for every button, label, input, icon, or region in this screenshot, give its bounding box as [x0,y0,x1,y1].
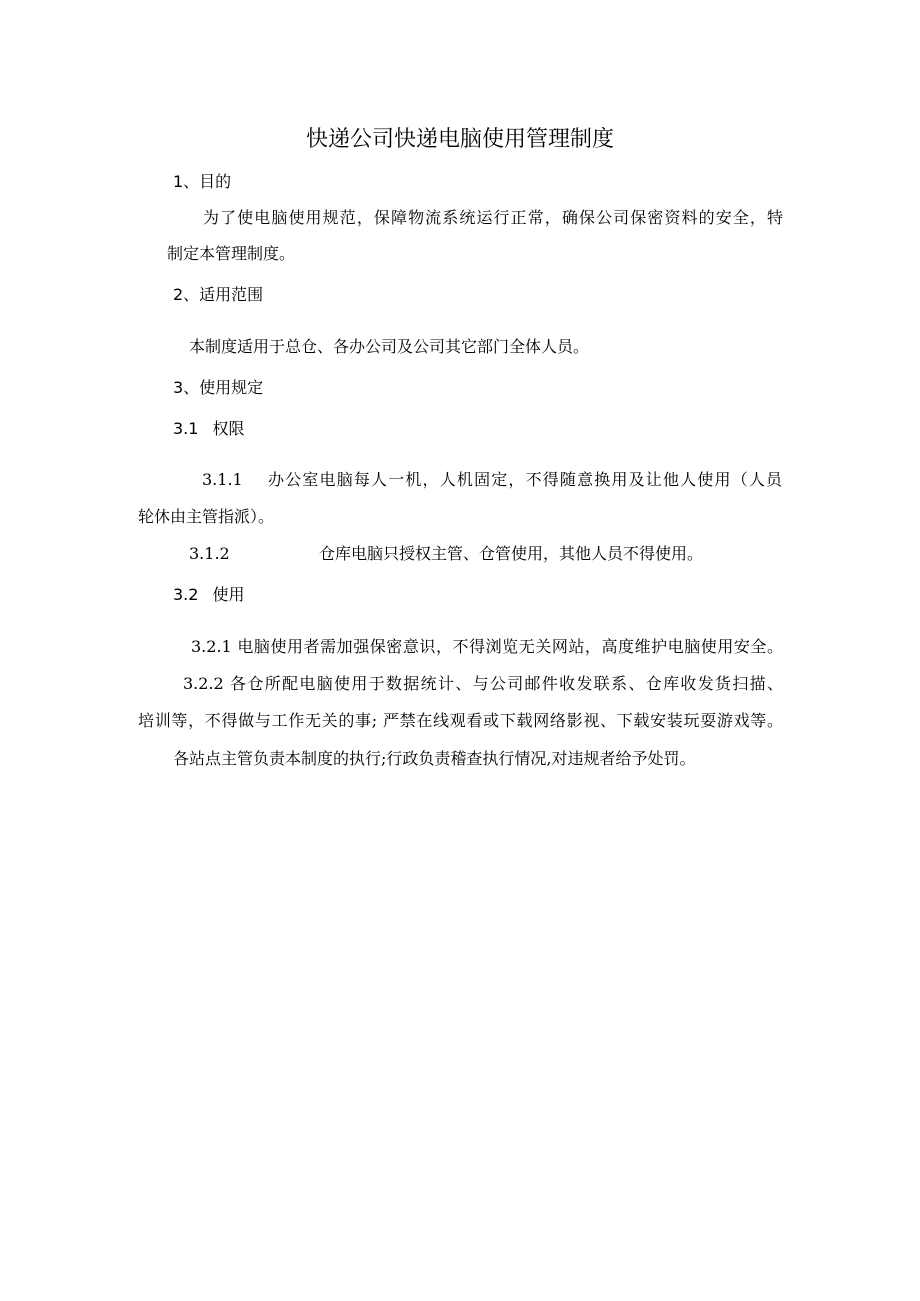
purpose-text-line2: 制定本管理制度。 [167,244,296,263]
purpose-text-line1: 为了使电脑使用规范，保障物流系统运行正常，确保公司保密资料的安全，特 [203,208,783,227]
scope-text: 本制度适用于总仓、各办公司及公司其它部门全体人员。 [189,337,590,356]
rule-item-3-1-2-text: 仓库电脑只授权主管、仓管使用，其他人员不得使用。 [319,544,704,563]
rule-item-3-2-2-line2: 培训等，不得做与工作无关的事; 严禁在线观看或下载网络影视、下载安装玩耍游戏等。 [138,711,783,730]
rule-item-3-2-2-line1: 3.2.2 各仓所配电脑使用于数据统计、与公司邮件收发联系、仓库收发货扫描、 [183,674,783,693]
subsection-number: 3.2 [173,585,199,604]
section-heading-rules: 3、使用规定 [173,378,264,397]
subsection-title: 使用 [212,585,245,604]
subsection-heading-usage [173,584,244,606]
section-heading-purpose: 1、目的 [173,172,232,191]
rule-item-3-1-2-number: 3.1.2 [189,544,230,563]
rule-item-3-2-1: 3.2.1 电脑使用者需加强保密意识，不得浏览无关网站，高度维护电脑使用安全。 [191,637,783,656]
rule-item-3-1-1-line1: 办公室电脑每人一机，人机固定，不得随意换用及让他人使用（人员 [268,470,782,489]
rule-item-3-1-1-number: 3.1.1 [202,470,243,489]
document-title: 快递公司快递电脑使用管理制度 [305,127,614,152]
subsection-title: 权限 [212,419,245,438]
subsection-heading-authority [173,418,244,440]
rule-item-3-1-1-line2: 轮休由主管指派）。 [138,507,275,526]
subsection-number: 3.1 [173,419,199,438]
closing-statement: 各站点主管负责本制度的执行;行政负责稽查执行情况,对违规者给予处罚。 [173,749,696,768]
section-heading-scope: 2、适用范围 [173,285,264,304]
